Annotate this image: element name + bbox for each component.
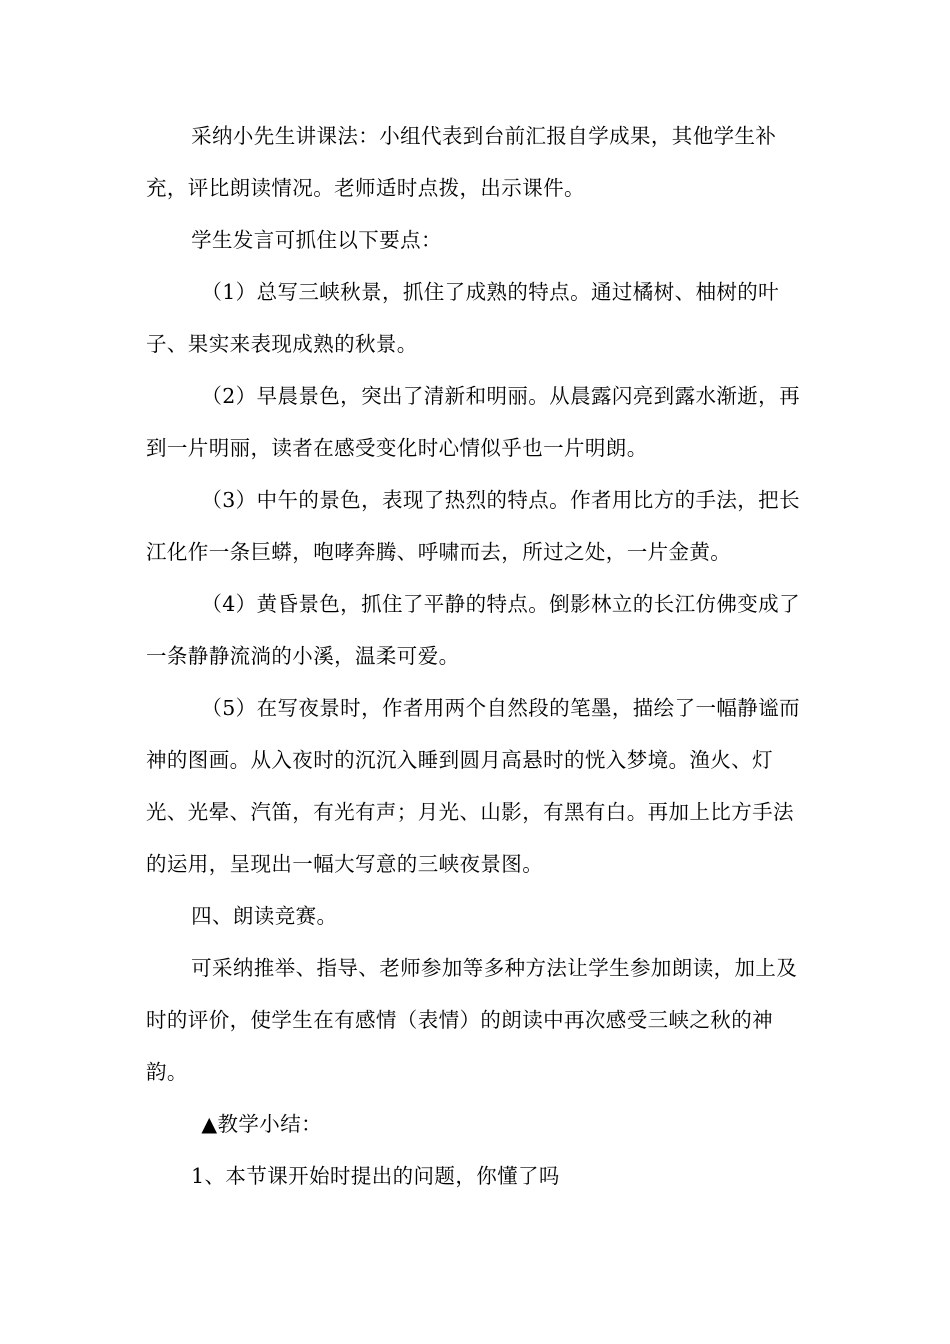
document-body	[146, 110, 806, 1202]
paragraph-point-5: （5）在写夜景时，作者用两个自然段的笔墨，描绘了一幅静谧而神的图画。从入夜时的沉沉入睡到圆月高悬时的恍入梦境。渔火、灯光、光晕、汽笛，有光有声；月光、山影，有黑有白。再加上比方手法的运用，呈现出一幅大写意的三峡夜景图。	[146, 696, 800, 876]
paragraph-summary-item-1: 1、本节课开始时提出的问题，你懂了吗	[191, 1164, 560, 1188]
section-heading-summary: ▲教学小结：	[201, 1112, 323, 1136]
paragraph-teaching-method: 采纳小先生讲课法：小组代表到台前汇报自学成果，其他学生补充，评比朗读情况。老师适时点拨，出示课件。	[146, 124, 777, 200]
paragraph-point-3: （3）中午的景色，表现了热烈的特点。作者用比方的手法，把长江化作一条巨蟒，咆哮奔腾、呼啸而去，所过之处，一片金黄。	[146, 488, 800, 564]
paragraph-point-2: （2）早晨景色，突出了清新和明丽。从晨露闪亮到露水渐逝，再到一片明丽，读者在感受变化时心情似乎也一片明朗。	[146, 384, 800, 460]
section-heading-reading-contest: 四、朗读竞赛。	[191, 904, 338, 928]
paragraph-reading-contest: 可采纳推举、指导、老师参加等多种方法让学生参加朗读，加上及时的评价，使学生在有感情（表情）的朗读中再次感受三峡之秋的神韵。	[146, 956, 798, 1084]
paragraph-point-1: （1）总写三峡秋景，抓住了成熟的特点。通过橘树、柚树的叶子、果实来表现成熟的秋景。	[146, 280, 780, 356]
paragraph-key-points-intro: 学生发言可抓住以下要点：	[191, 228, 442, 252]
paragraph-point-4: （4）黄昏景色，抓住了平静的特点。倒影林立的长江仿佛变成了一条静静流淌的小溪，温柔可爱。	[146, 592, 800, 668]
